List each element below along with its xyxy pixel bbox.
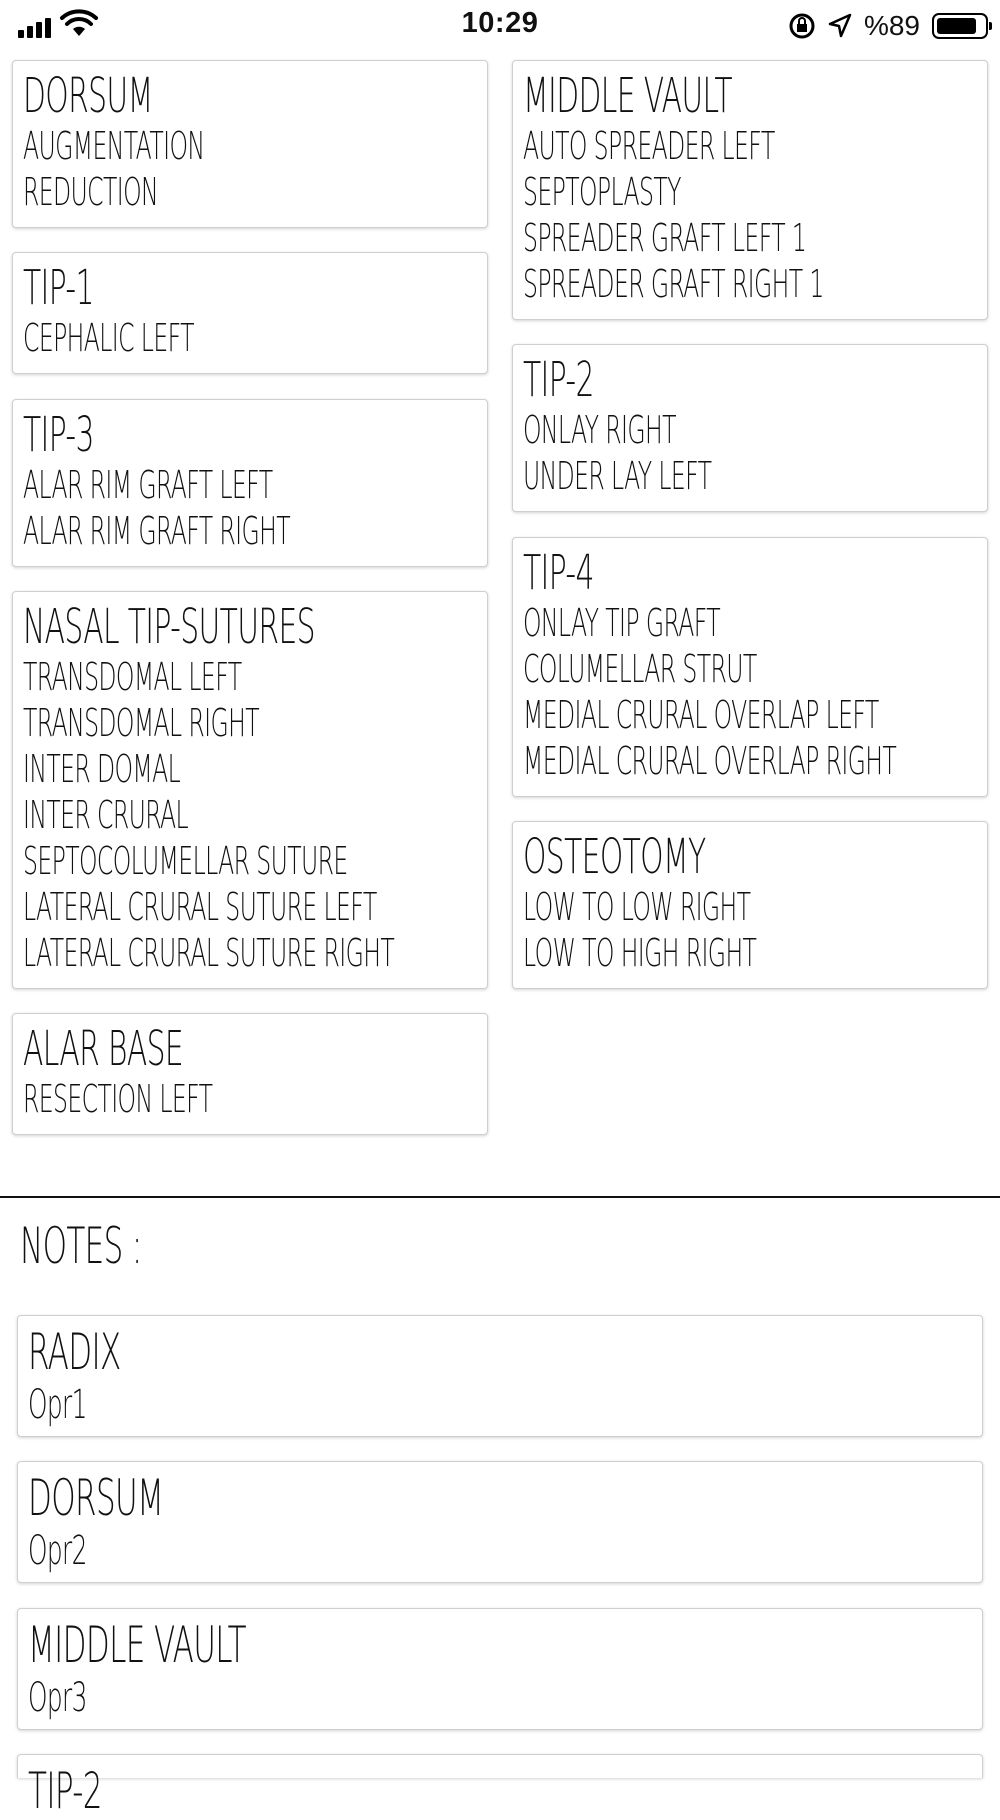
note-card-middle-vault[interactable] bbox=[17, 1608, 983, 1730]
card-item: AUTO SPREADER LEFT bbox=[523, 124, 775, 168]
card-item: LATERAL CRURAL SUTURE LEFT bbox=[23, 885, 377, 929]
card-title: TIP-1 bbox=[23, 260, 94, 316]
procedure-card-tip-2[interactable] bbox=[512, 344, 988, 512]
location-arrow-icon bbox=[828, 13, 852, 39]
battery-level bbox=[937, 18, 976, 34]
card-item: MEDIAL CRURAL OVERLAP RIGHT bbox=[523, 739, 897, 783]
card-item: TRANSDOMAL LEFT bbox=[23, 655, 242, 699]
procedure-card-alar-base[interactable] bbox=[12, 1013, 488, 1135]
procedure-card-middle-vault[interactable] bbox=[512, 60, 988, 320]
card-title: TIP-3 bbox=[23, 407, 94, 463]
note-title: RADIX bbox=[28, 1323, 121, 1381]
card-item: MEDIAL CRURAL OVERLAP LEFT bbox=[523, 693, 879, 737]
card-item: ONLAY RIGHT bbox=[523, 408, 676, 452]
rotation-lock-icon bbox=[788, 12, 816, 40]
card-item: LOW TO HIGH RIGHT bbox=[523, 931, 757, 975]
procedure-card-tip-1[interactable] bbox=[12, 252, 488, 374]
card-item: REDUCTION bbox=[23, 170, 159, 214]
note-text: Opr3 bbox=[28, 1675, 87, 1721]
card-item: CEPHALIC LEFT bbox=[23, 316, 194, 360]
card-item: LOW TO LOW RIGHT bbox=[523, 885, 751, 929]
card-item: ALAR RIM GRAFT LEFT bbox=[23, 463, 273, 507]
status-right bbox=[788, 10, 988, 42]
card-title: DORSUM bbox=[23, 68, 153, 124]
section-divider bbox=[0, 1196, 1000, 1198]
card-item: SPREADER GRAFT RIGHT 1 bbox=[523, 262, 824, 306]
note-title: DORSUM bbox=[28, 1469, 164, 1527]
card-item: COLUMELLAR STRUT bbox=[523, 647, 757, 691]
notes-heading: NOTES : bbox=[20, 1217, 142, 1275]
card-item: RESECTION LEFT bbox=[23, 1077, 213, 1121]
card-item: UNDER LAY LEFT bbox=[523, 454, 712, 498]
card-item: AUGMENTATION bbox=[23, 124, 205, 168]
status-bar bbox=[0, 0, 1000, 50]
note-card-radix[interactable] bbox=[17, 1315, 983, 1437]
card-item: ONLAY TIP GRAFT bbox=[523, 601, 721, 645]
card-title: TIP-4 bbox=[523, 545, 594, 601]
card-title: ALAR BASE bbox=[23, 1021, 184, 1077]
procedure-card-osteotomy[interactable] bbox=[512, 821, 988, 989]
procedure-card-nasal-tip-sutures[interactable] bbox=[12, 591, 488, 989]
procedure-card-tip-4[interactable] bbox=[512, 537, 988, 797]
card-item: SEPTOPLASTY bbox=[523, 170, 681, 214]
note-card-dorsum[interactable] bbox=[17, 1461, 983, 1583]
note-title: TIP-2 bbox=[28, 1762, 102, 1820]
note-card-tip-2[interactable] bbox=[17, 1754, 983, 1820]
card-title: NASAL TIP-SUTURES bbox=[23, 599, 315, 655]
note-text: Opr1 bbox=[28, 1382, 87, 1428]
note-title: MIDDLE VAULT bbox=[28, 1616, 246, 1674]
card-title: MIDDLE VAULT bbox=[523, 68, 732, 124]
clock: 10:29 bbox=[461, 7, 539, 39]
battery-icon bbox=[932, 13, 988, 39]
card-item: INTER CRURAL bbox=[23, 793, 188, 837]
procedure-card-dorsum[interactable] bbox=[12, 60, 488, 228]
card-title: OSTEOTOMY bbox=[523, 829, 706, 885]
card-item: TRANSDOMAL RIGHT bbox=[23, 701, 260, 745]
card-item: SEPTOCOLUMELLAR SUTURE bbox=[23, 839, 348, 883]
card-item: INTER DOMAL bbox=[23, 747, 181, 791]
procedure-card-tip-3[interactable] bbox=[12, 399, 488, 567]
card-item: ALAR RIM GRAFT RIGHT bbox=[23, 509, 290, 553]
note-text: Opr2 bbox=[28, 1528, 87, 1574]
card-title: TIP-2 bbox=[523, 352, 594, 408]
card-item: LATERAL CRURAL SUTURE RIGHT bbox=[23, 931, 395, 975]
battery-percent: %89 bbox=[863, 10, 920, 41]
card-item: SPREADER GRAFT LEFT 1 bbox=[523, 216, 807, 260]
